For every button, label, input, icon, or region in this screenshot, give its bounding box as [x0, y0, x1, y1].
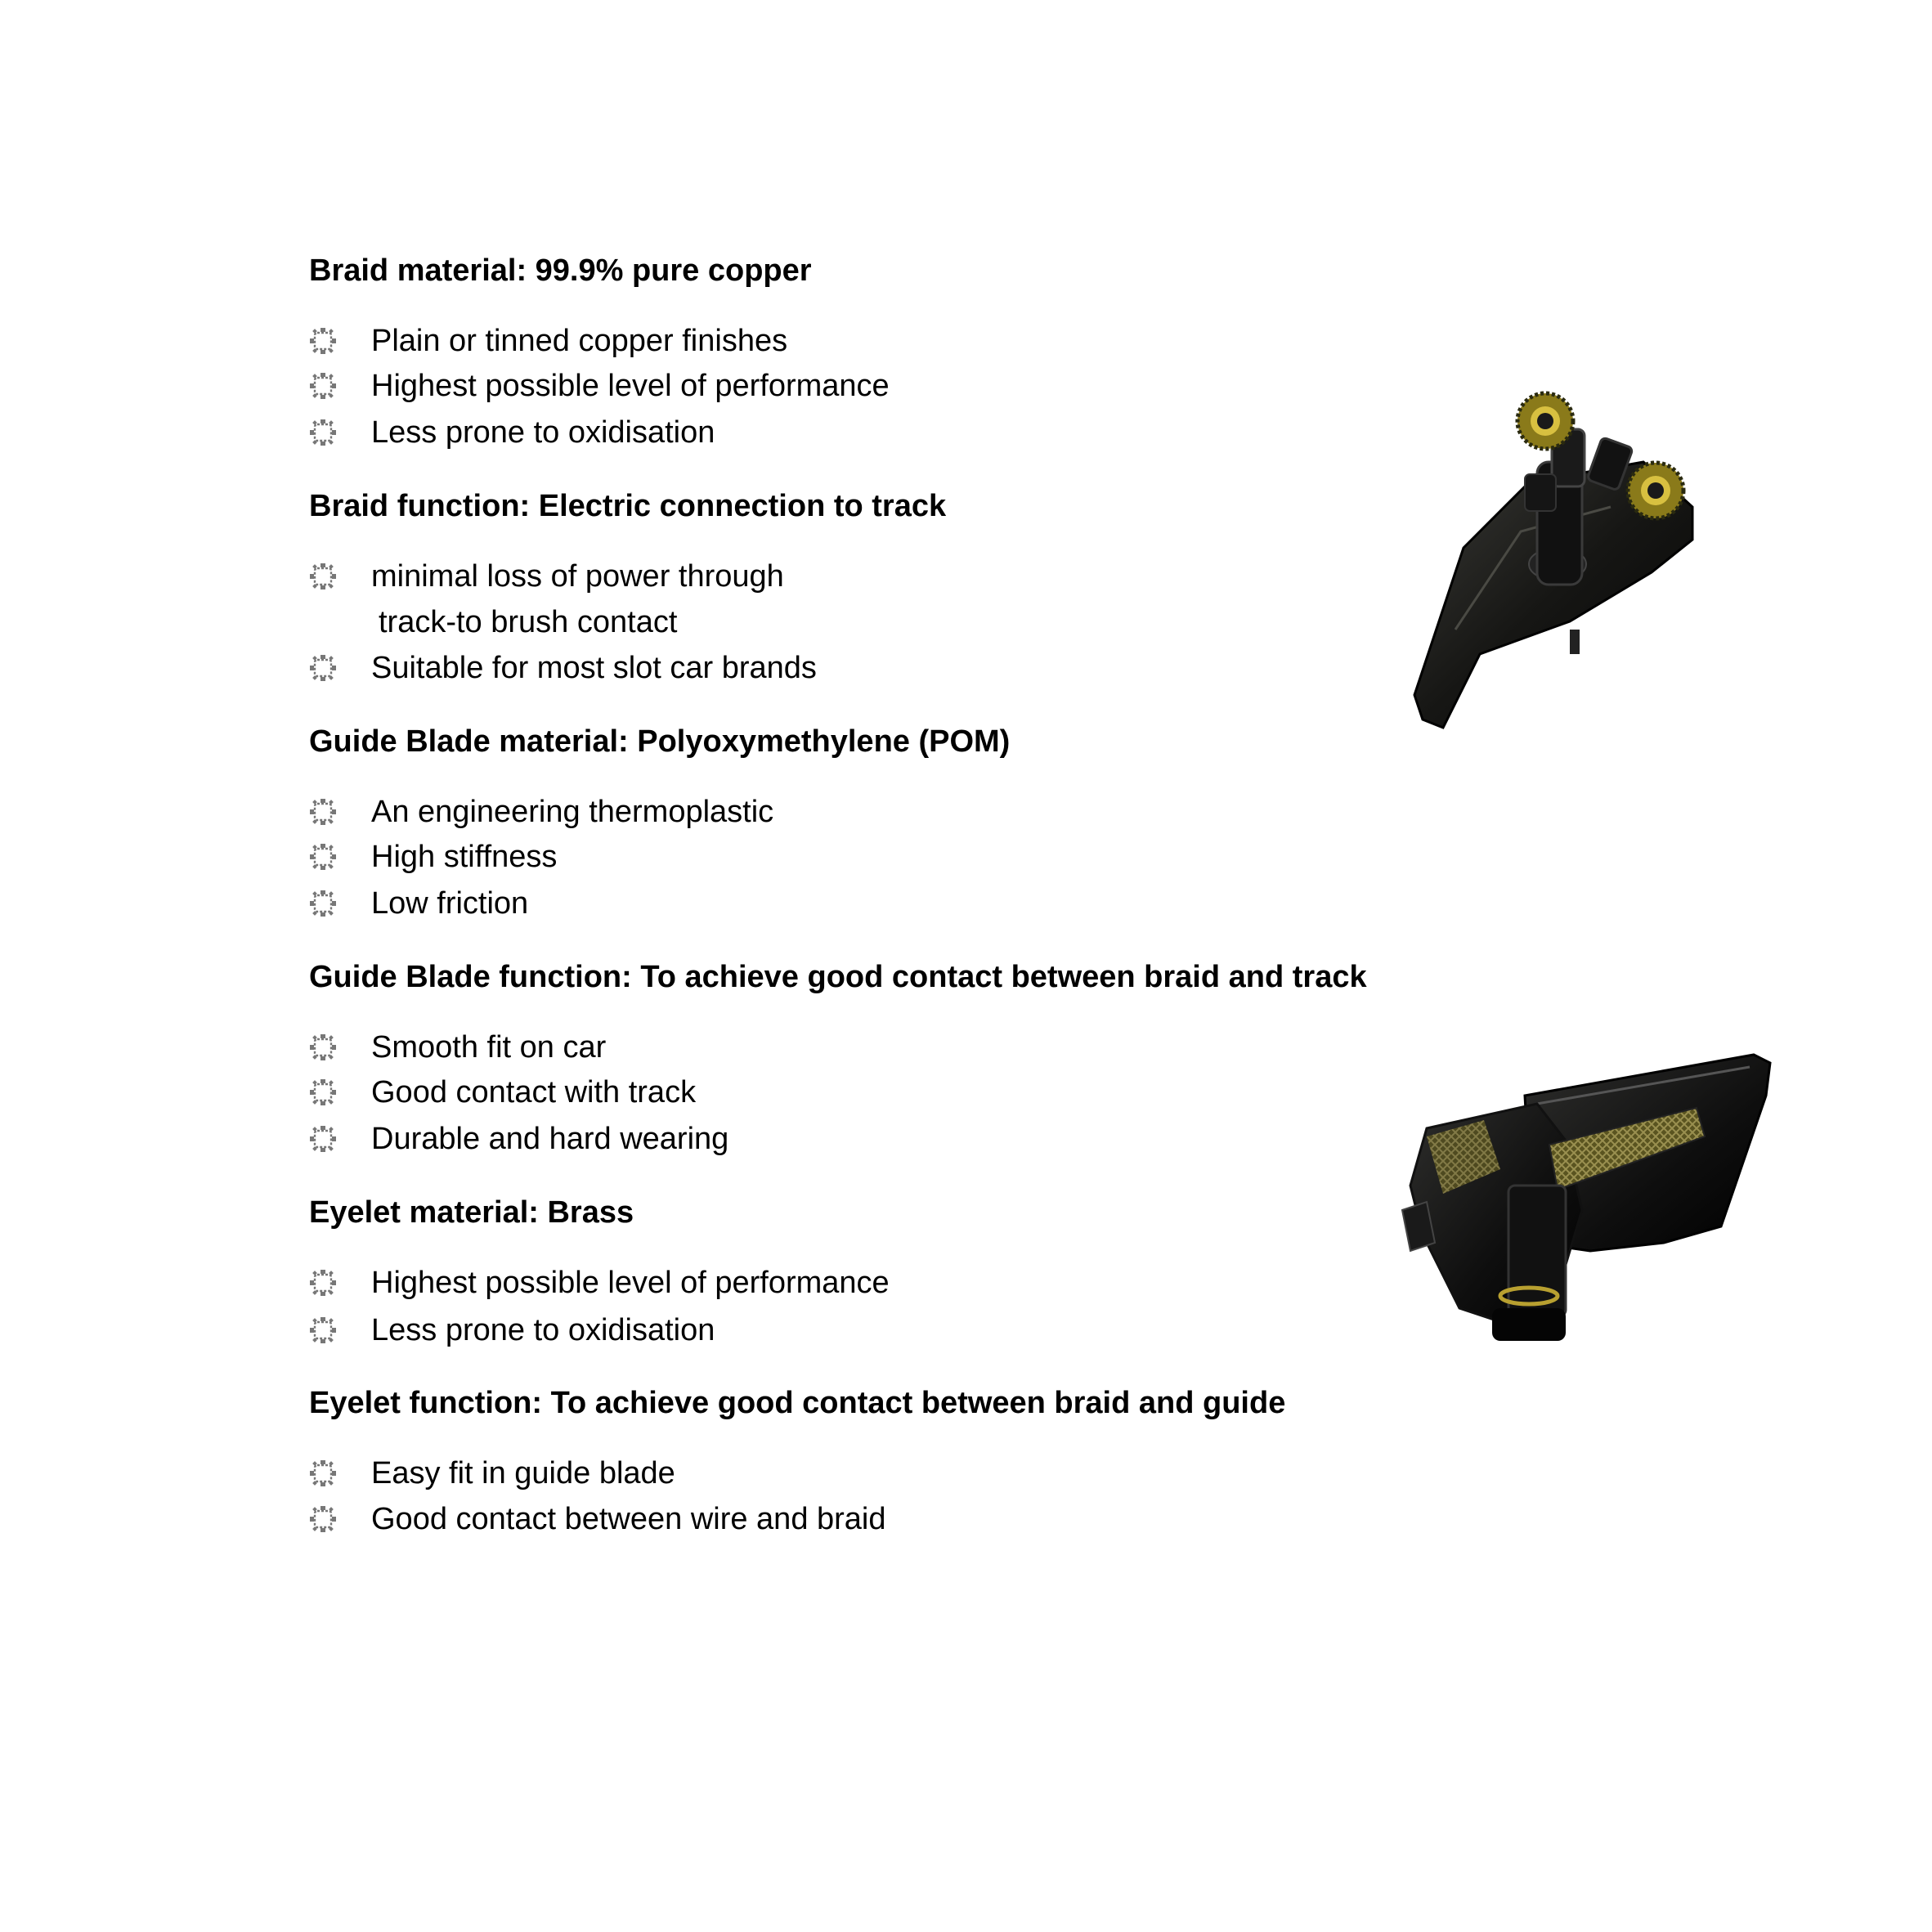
list-item-text: Plain or tinned copper finishes: [371, 324, 788, 358]
gear-outline-icon: [309, 327, 337, 355]
gear-outline-icon: [309, 1316, 337, 1344]
list-item-text: An engineering thermoplastic: [371, 795, 774, 829]
guide-blade-with-braid-photo: [1394, 1047, 1778, 1374]
heading-guide-blade-function: Guide Blade function: To achieve good contact between braid and track: [309, 960, 1367, 994]
list-item-text: Less prone to oxidisation: [371, 1313, 715, 1347]
gear-outline-icon: [309, 798, 337, 826]
heading-braid-function: Braid function: Electric connection to track: [309, 489, 947, 523]
gear-outline-icon: [309, 1125, 337, 1153]
gear-outline-icon: [309, 843, 337, 871]
gear-outline-icon: [309, 563, 337, 590]
list-item-text: minimal loss of power through: [371, 559, 784, 594]
list-item-text: Low friction: [371, 886, 529, 921]
heading-eyelet-function: Eyelet function: To achieve good contact between braid and guide: [309, 1386, 1286, 1420]
guide-blade-assembly-photo: [1406, 384, 1717, 736]
heading-eyelet-material: Eyelet material: Brass: [309, 1195, 634, 1230]
list-item-text: Highest possible level of performance: [371, 369, 890, 403]
gear-outline-icon: [309, 419, 337, 446]
list-item-text: Good contact between wire and braid: [371, 1502, 886, 1536]
gear-outline-icon: [309, 372, 337, 400]
gear-outline-icon: [309, 890, 337, 917]
list-item-text: Suitable for most slot car brands: [371, 651, 817, 685]
list-item-text: Highest possible level of performance: [371, 1266, 890, 1300]
list-item-text: High stiffness: [371, 840, 558, 874]
gear-outline-icon: [309, 1033, 337, 1061]
list-item-text: Easy fit in guide blade: [371, 1456, 675, 1490]
gear-outline-icon: [309, 1505, 337, 1533]
list-item-text: Smooth fit on car: [371, 1030, 607, 1065]
list-item-text: Good contact with track: [371, 1075, 697, 1109]
heading-braid-material: Braid material: 99.9% pure copper: [309, 253, 812, 288]
list-item-text: Less prone to oxidisation: [371, 415, 715, 450]
list-item-continuation: track-to brush contact: [379, 605, 678, 639]
gear-outline-icon: [309, 654, 337, 682]
heading-guide-blade-material: Guide Blade material: Polyoxymethylene (POM): [309, 724, 1011, 759]
list-item-text: Durable and hard wearing: [371, 1122, 729, 1156]
gear-outline-icon: [309, 1459, 337, 1487]
gear-outline-icon: [309, 1269, 337, 1297]
gear-outline-icon: [309, 1078, 337, 1106]
